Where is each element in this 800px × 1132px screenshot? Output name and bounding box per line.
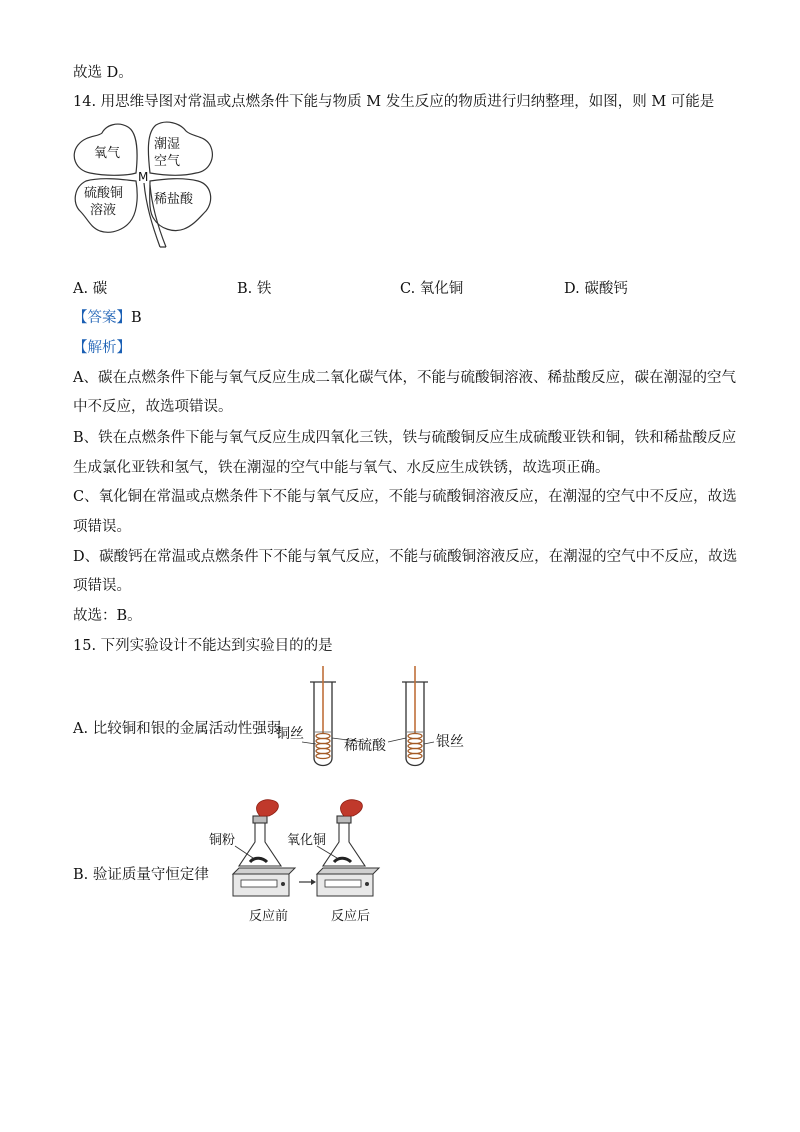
- copper-wire-coil: [316, 734, 330, 759]
- q14-option-c: C. 氧化铜: [400, 281, 464, 297]
- clover-leaf-tr-text-2: 空气: [154, 154, 181, 169]
- label-dilute-sulfuric-acid: 稀硫酸: [344, 738, 386, 754]
- q14-stem: 14. 用思维导图对常温或点燃条件下能与物质 M 发生反应的物质进行归纳整理，如图，则 M 可能是: [73, 94, 715, 110]
- caption-after: 反应后: [331, 909, 371, 924]
- q15-stem: 15. 下列实验设计不能达到实验目的的是: [73, 638, 333, 654]
- balloon-after-icon: [340, 800, 362, 816]
- clover-leaf-tr-text-1: 潮湿: [154, 137, 181, 152]
- label-copper-powder: 铜粉: [209, 833, 236, 848]
- q15-test-tubes-figure: [272, 662, 482, 774]
- q14-clover-diagram: [70, 115, 220, 250]
- analysis-line: A、碳在点燃条件下能与氧气反应生成二氧化碳气体，不能与硫酸铜溶液、稀盐酸反应，碳在潮湿的空气: [73, 370, 736, 386]
- clover-leaf-tl-text: 氧气: [94, 146, 121, 161]
- copper-powder: [250, 858, 267, 862]
- clover-leaf-bl-text-2: 溶液: [90, 203, 117, 218]
- copper-oxide: [334, 858, 351, 862]
- caption-before: 反应前: [249, 909, 289, 924]
- q14-analysis-tag: [73, 338, 131, 358]
- analysis-line: C、氧化铜在常温或点燃条件下不能与氧气反应，不能与硫酸铜溶液反应，在潮湿的空气中不反应，故选: [73, 489, 737, 505]
- analysis-line: D、碳酸钙在常温或点燃条件下不能与氧气反应，不能与硫酸铜溶液反应，在潮湿的空气中不反应，故选: [73, 549, 738, 565]
- label-copper-wire: 铜丝: [276, 726, 304, 742]
- analysis-line: 中不反应，故选项错误。: [73, 399, 233, 415]
- q14-answer: [73, 308, 142, 328]
- answer-tag: 【答案】: [73, 310, 131, 326]
- analysis-line: 生成氯化亚铁和氢气，铁在潮湿的空气中能与氧气、水反应生成铁锈，故选项正确。: [73, 460, 610, 476]
- prev-conclusion: 故选 D。: [73, 65, 133, 81]
- silver-wire-coil: [408, 734, 422, 759]
- q15-option-a-label: A. 比较铜和银的金属活动性强弱: [73, 721, 282, 737]
- clover-center-label: M: [138, 170, 149, 184]
- q15-balance-figure: [205, 796, 395, 931]
- q14-conclusion: 故选：B。: [73, 608, 142, 624]
- analysis-line: 项错误。: [73, 578, 131, 594]
- q14-option-d: D. 碳酸钙: [564, 281, 628, 297]
- q15-option-b-label: B. 验证质量守恒定律: [73, 867, 209, 883]
- answer-value: B: [131, 310, 142, 326]
- label-silver-wire: 银丝: [436, 734, 464, 750]
- label-copper-oxide: 氧化铜: [287, 833, 327, 848]
- analysis-line: B、铁在点燃条件下能与氧气反应生成四氧化三铁，铁与硫酸铜反应生成硫酸亚铁和铜，铁和稀盐酸反应: [73, 430, 737, 446]
- analysis-line: 项错误。: [73, 519, 131, 535]
- balloon-before-icon: [256, 800, 278, 816]
- analysis-tag: 【解析】: [73, 340, 131, 356]
- arrow-right-icon: [311, 879, 316, 885]
- clover-leaf-bl-text-1: 硫酸铜: [84, 186, 124, 201]
- q14-option-b: B. 铁: [237, 281, 272, 297]
- q14-option-a: A. 碳: [73, 281, 108, 297]
- balance-before: [233, 868, 295, 896]
- balance-after: [317, 868, 379, 896]
- clover-leaf-br-text: 稀盐酸: [154, 192, 194, 207]
